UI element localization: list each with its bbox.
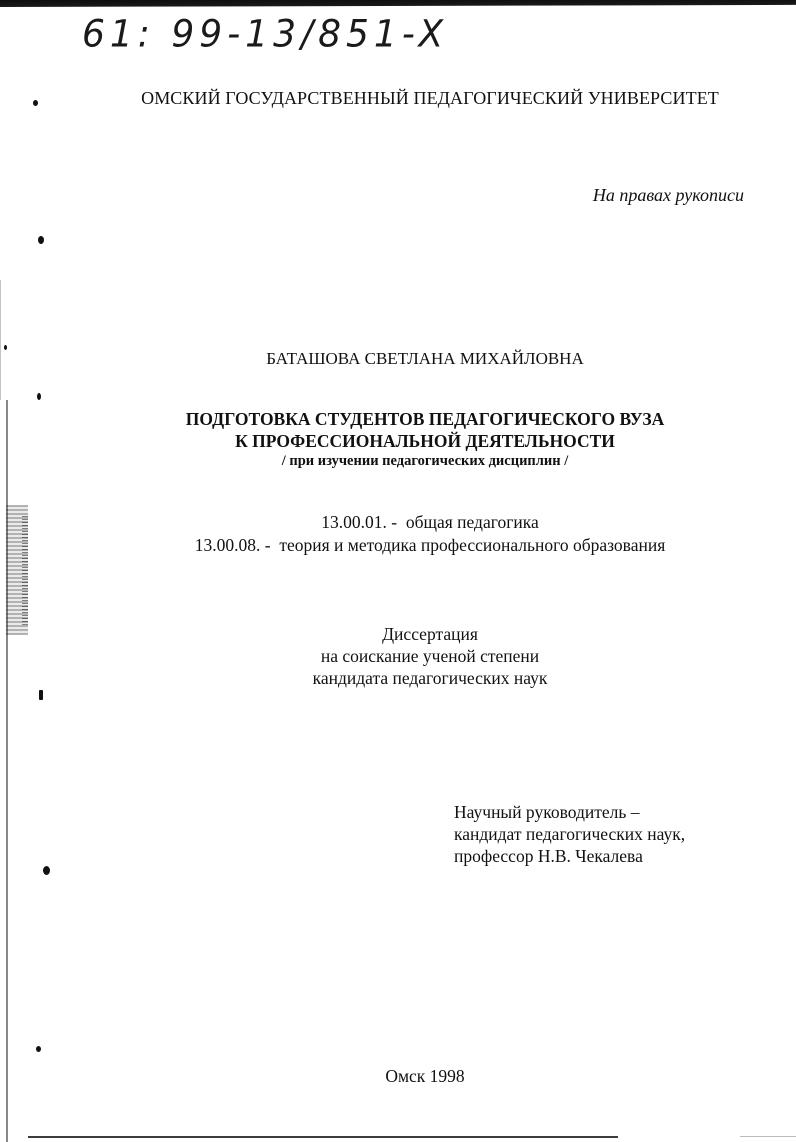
supervisor-line-3: профессор Н.В. Чекалева bbox=[454, 846, 643, 866]
scan-speck bbox=[37, 393, 41, 400]
city-year: Омск 1998 bbox=[385, 1066, 465, 1086]
scan-speck bbox=[43, 866, 50, 875]
supervisor-line-1: Научный руководитель – bbox=[454, 802, 640, 822]
scan-speck bbox=[36, 1046, 41, 1052]
title-subtitle: / при изучении педагогических дисциплин / bbox=[281, 453, 569, 469]
scan-left-edge-faint bbox=[0, 280, 1, 400]
scan-speck bbox=[39, 690, 43, 700]
specialty-name: общая педагогика bbox=[405, 512, 539, 532]
supervisor-info bbox=[454, 801, 685, 867]
specialty-code: 13.00.08. - bbox=[194, 535, 271, 555]
scan-bottom-border-faint bbox=[740, 1136, 796, 1137]
degree-statement bbox=[0, 623, 796, 689]
catalog-number: 61: 99-13/851-X bbox=[82, 12, 449, 57]
rights-note: На правах рукописи bbox=[592, 185, 744, 205]
scan-top-border bbox=[0, 0, 796, 7]
scan-speck bbox=[38, 236, 44, 244]
degree-line-1: Диссертация bbox=[382, 624, 478, 644]
degree-line-3: кандидата педагогических наук bbox=[312, 668, 548, 688]
specialty-code: 13.00.01. - bbox=[321, 512, 398, 532]
title-line-1: ПОДГОТОВКА СТУДЕНТОВ ПЕДАГОГИЧЕСКОГО ВУЗА bbox=[185, 409, 665, 429]
degree-line-2: на соискание ученой степени bbox=[320, 646, 540, 666]
university-name: ОМСКИЙ ГОСУДАРСТВЕННЫЙ ПЕДАГОГИЧЕСКИЙ УНИВЕРСИТЕТ bbox=[141, 88, 719, 108]
dissertation-title bbox=[0, 408, 796, 471]
specialty-name: теория и методика профессионального образования bbox=[279, 535, 666, 555]
specialty-row bbox=[0, 511, 796, 534]
author-name: БАТАШОВА СВЕТЛАНА МИХАЙЛОВНА bbox=[266, 349, 584, 368]
specialty-row bbox=[0, 534, 796, 557]
title-line-2: К ПРОФЕССИОНАЛЬНОЙ ДЕЯТЕЛЬНОСТИ bbox=[235, 431, 615, 451]
supervisor-line-2: кандидат педагогических наук, bbox=[454, 824, 686, 844]
scan-bottom-border bbox=[28, 1136, 618, 1138]
specialty-codes bbox=[0, 511, 796, 557]
